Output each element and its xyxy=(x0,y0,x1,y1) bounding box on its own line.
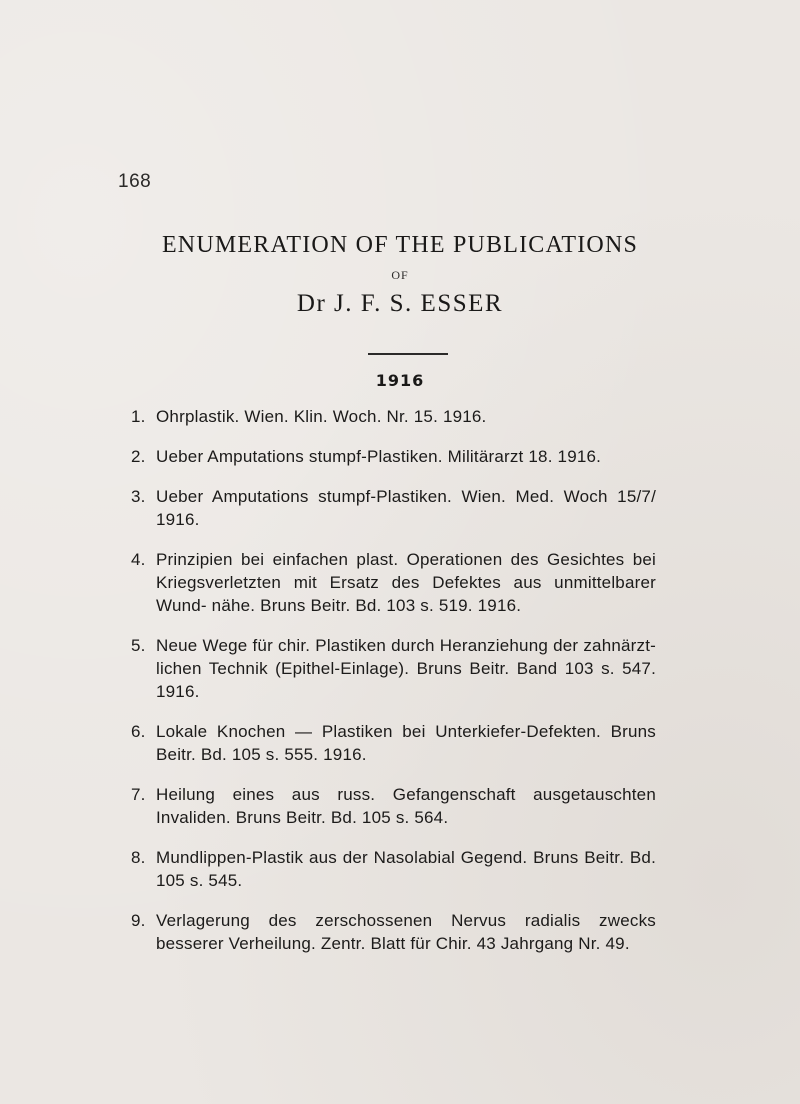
entry-text: Lokale Knochen — Plastiken bei Unterkiefer-Defekten. Bruns Beitr. Bd. 105 s. 555. 1916. xyxy=(156,722,656,764)
entry-number: 1. xyxy=(131,407,146,426)
publication-entry xyxy=(131,783,656,829)
entry-number: 8. xyxy=(131,848,146,867)
entry-text: Mundlippen-Plastik aus der Nasolabial Gegend. Bruns Beitr. Bd. 105 s. 545. xyxy=(156,848,656,890)
title-connector: OF xyxy=(391,268,409,282)
entry-number: 7. xyxy=(131,785,146,804)
divider-rule xyxy=(368,353,448,355)
entry-number: 2. xyxy=(131,447,146,466)
publication-entry xyxy=(131,405,656,428)
entry-number: 4. xyxy=(131,550,146,569)
publication-entry xyxy=(131,634,656,703)
entry-text: Ueber Amputations stumpf-Plastiken. Wien. Med. Woch 15/7/ 1916. xyxy=(156,487,656,529)
author-name: Dr J. F. S. ESSER xyxy=(296,290,504,317)
year-heading: 1916 xyxy=(375,371,425,390)
entry-text: Verlagerung des zerschossenen Nervus radialis zwecks besserer Verheilung. Zentr. Blatt für Chir. 43 Jahrgang Nr. 49. xyxy=(156,911,656,953)
entry-number: 9. xyxy=(131,911,146,930)
entry-text: Heilung eines aus russ. Gefangenschaft ausgetauschten Invaliden. Bruns Beitr. Bd. 105 s. 564. xyxy=(156,785,656,827)
publication-entry xyxy=(131,445,656,468)
entry-text: Ohrplastik. Wien. Klin. Woch. Nr. 15. 1916. xyxy=(156,407,487,426)
entry-text: Ueber Amputations stumpf-Plastiken. Militärarzt 18. 1916. xyxy=(156,447,602,466)
entry-number: 5. xyxy=(131,636,146,655)
document-title: ENUMERATION OF THE PUBLICATIONS xyxy=(161,232,639,258)
publication-entry xyxy=(131,720,656,766)
entry-number: 6. xyxy=(131,722,146,741)
publication-list xyxy=(131,405,656,972)
publication-entry xyxy=(131,485,656,531)
publication-entry xyxy=(131,909,656,955)
publication-entry xyxy=(131,548,656,617)
publication-entry xyxy=(131,846,656,892)
entry-text: Neue Wege für chir. Plastiken durch Heranziehung der zahnärzt- lichen Technik (Epithel-Einlage). Bruns Beitr. Band 103 s. 547. 1916. xyxy=(156,636,656,701)
entry-number: 3. xyxy=(131,487,146,506)
entry-text: Prinzipien bei einfachen plast. Operationen des Gesichtes bei Kriegsverletzten mit Ersatz des Defektes aus unmittelbarer Wund- nähe. Bruns Beitr. Bd. 103 s. 519. 1916. xyxy=(156,550,656,615)
page-number: 168 xyxy=(118,171,152,192)
